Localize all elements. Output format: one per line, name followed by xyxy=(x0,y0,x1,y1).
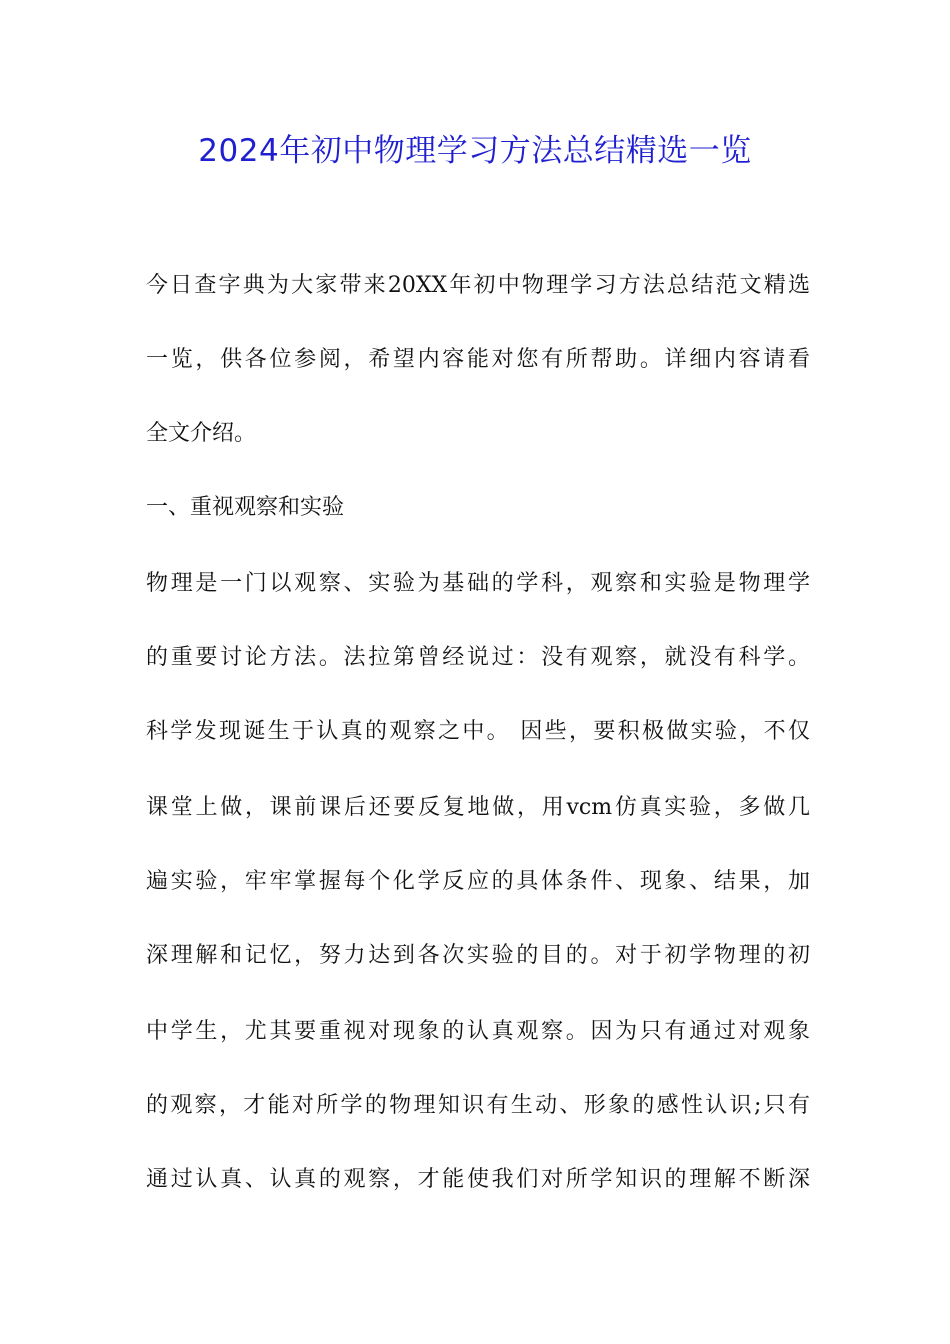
paragraph-line: 的观察，才能对所学的物理知识有生动、形象的感性认识;只有 xyxy=(146,1093,810,1118)
paragraph-line: 今日查字典为大家带来20XX年初中物理学习方法总结范文精选 xyxy=(146,273,810,298)
document-title: 2024年初中物理学习方法总结精选一览 xyxy=(198,133,752,169)
paragraph-line: 全文介绍。 xyxy=(146,421,257,446)
paragraph-line: 一览，供各位参阅，希望内容能对您有所帮助。详细内容请看 xyxy=(146,347,810,372)
paragraph-line: 中学生，尤其要重视对现象的认真观察。因为只有通过对观象 xyxy=(146,1019,810,1044)
paragraph-line: 课堂上做，课前课后还要反复地做，用vcm仿真实验，多做几 xyxy=(146,795,810,820)
paragraph-line: 深理解和记忆，努力达到各次实验的目的。对于初学物理的初 xyxy=(146,943,810,968)
paragraph-line: 的重要讨论方法。法拉第曾经说过：没有观察，就没有科学。 xyxy=(146,645,810,670)
paragraph-line: 科学发现诞生于认真的观察之中。 因些，要积极做实验，不仅 xyxy=(146,719,810,744)
paragraph-line: 遍实验，牢牢掌握每个化学反应的具体条件、现象、结果，加 xyxy=(146,869,810,894)
paragraph-line: 物理是一门以观察、实验为基础的学科，观察和实验是物理学 xyxy=(146,571,810,596)
section-heading: 一、重视观察和实验 xyxy=(146,495,345,520)
paragraph-line: 通过认真、认真的观察，才能使我们对所学知识的理解不断深 xyxy=(146,1167,810,1192)
